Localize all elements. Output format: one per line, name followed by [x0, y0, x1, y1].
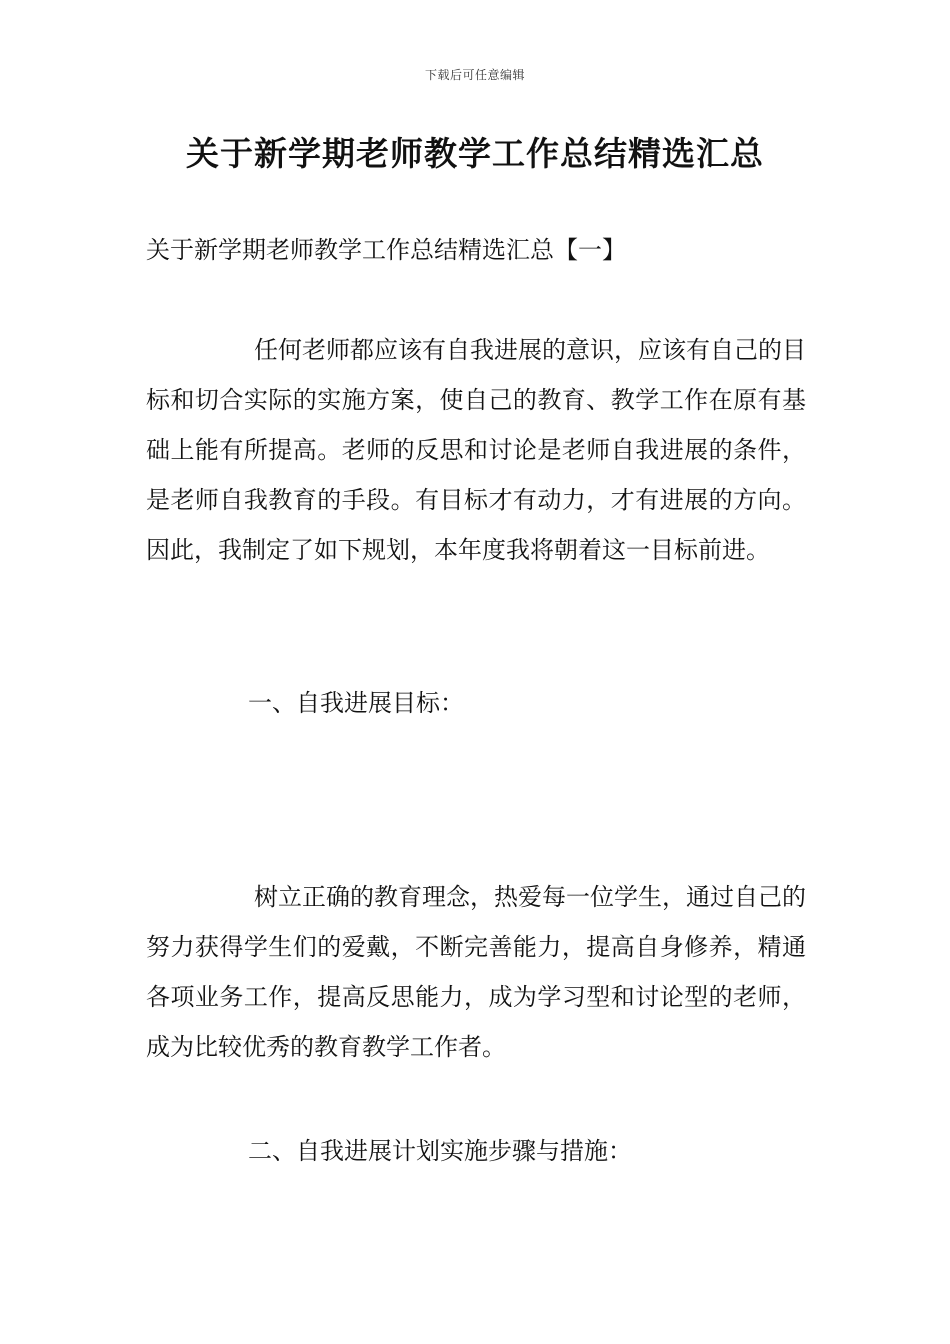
header-note: 下载后可任意编辑: [424, 68, 525, 82]
section-subtitle: 关于新学期老师教学工作总结精选汇总【一】: [146, 236, 626, 264]
paragraph-goal-description: 树立正确的教育理念，热爱每一位学生，通过自己的努力获得学生们的爱戴，不断完善能力，提高自身修养，精通各项业务工作，提高反思能力，成为学习型和讨论型的老师，成为比较优秀的教育教学工作者。: [146, 883, 806, 1061]
document-title: 关于新学期老师教学工作总结精选汇总: [186, 134, 764, 173]
heading-implementation-steps: 二、自我进展计划实施步骤与措施：: [248, 1137, 632, 1165]
heading-self-development-goal: 一、自我进展目标：: [248, 689, 464, 717]
paragraph-intro: 任何老师都应该有自我进展的意识，应该有自己的目标和切合实际的实施方案，使自己的教育、教学工作在原有基础上能有所提高。老师的反思和讨论是老师自我进展的条件，是老师自我教育的手段。有目标才有动力，才有进展的方向。因此，我制定了如下规划，本年度我将朝着这一目标前进。: [146, 336, 806, 564]
